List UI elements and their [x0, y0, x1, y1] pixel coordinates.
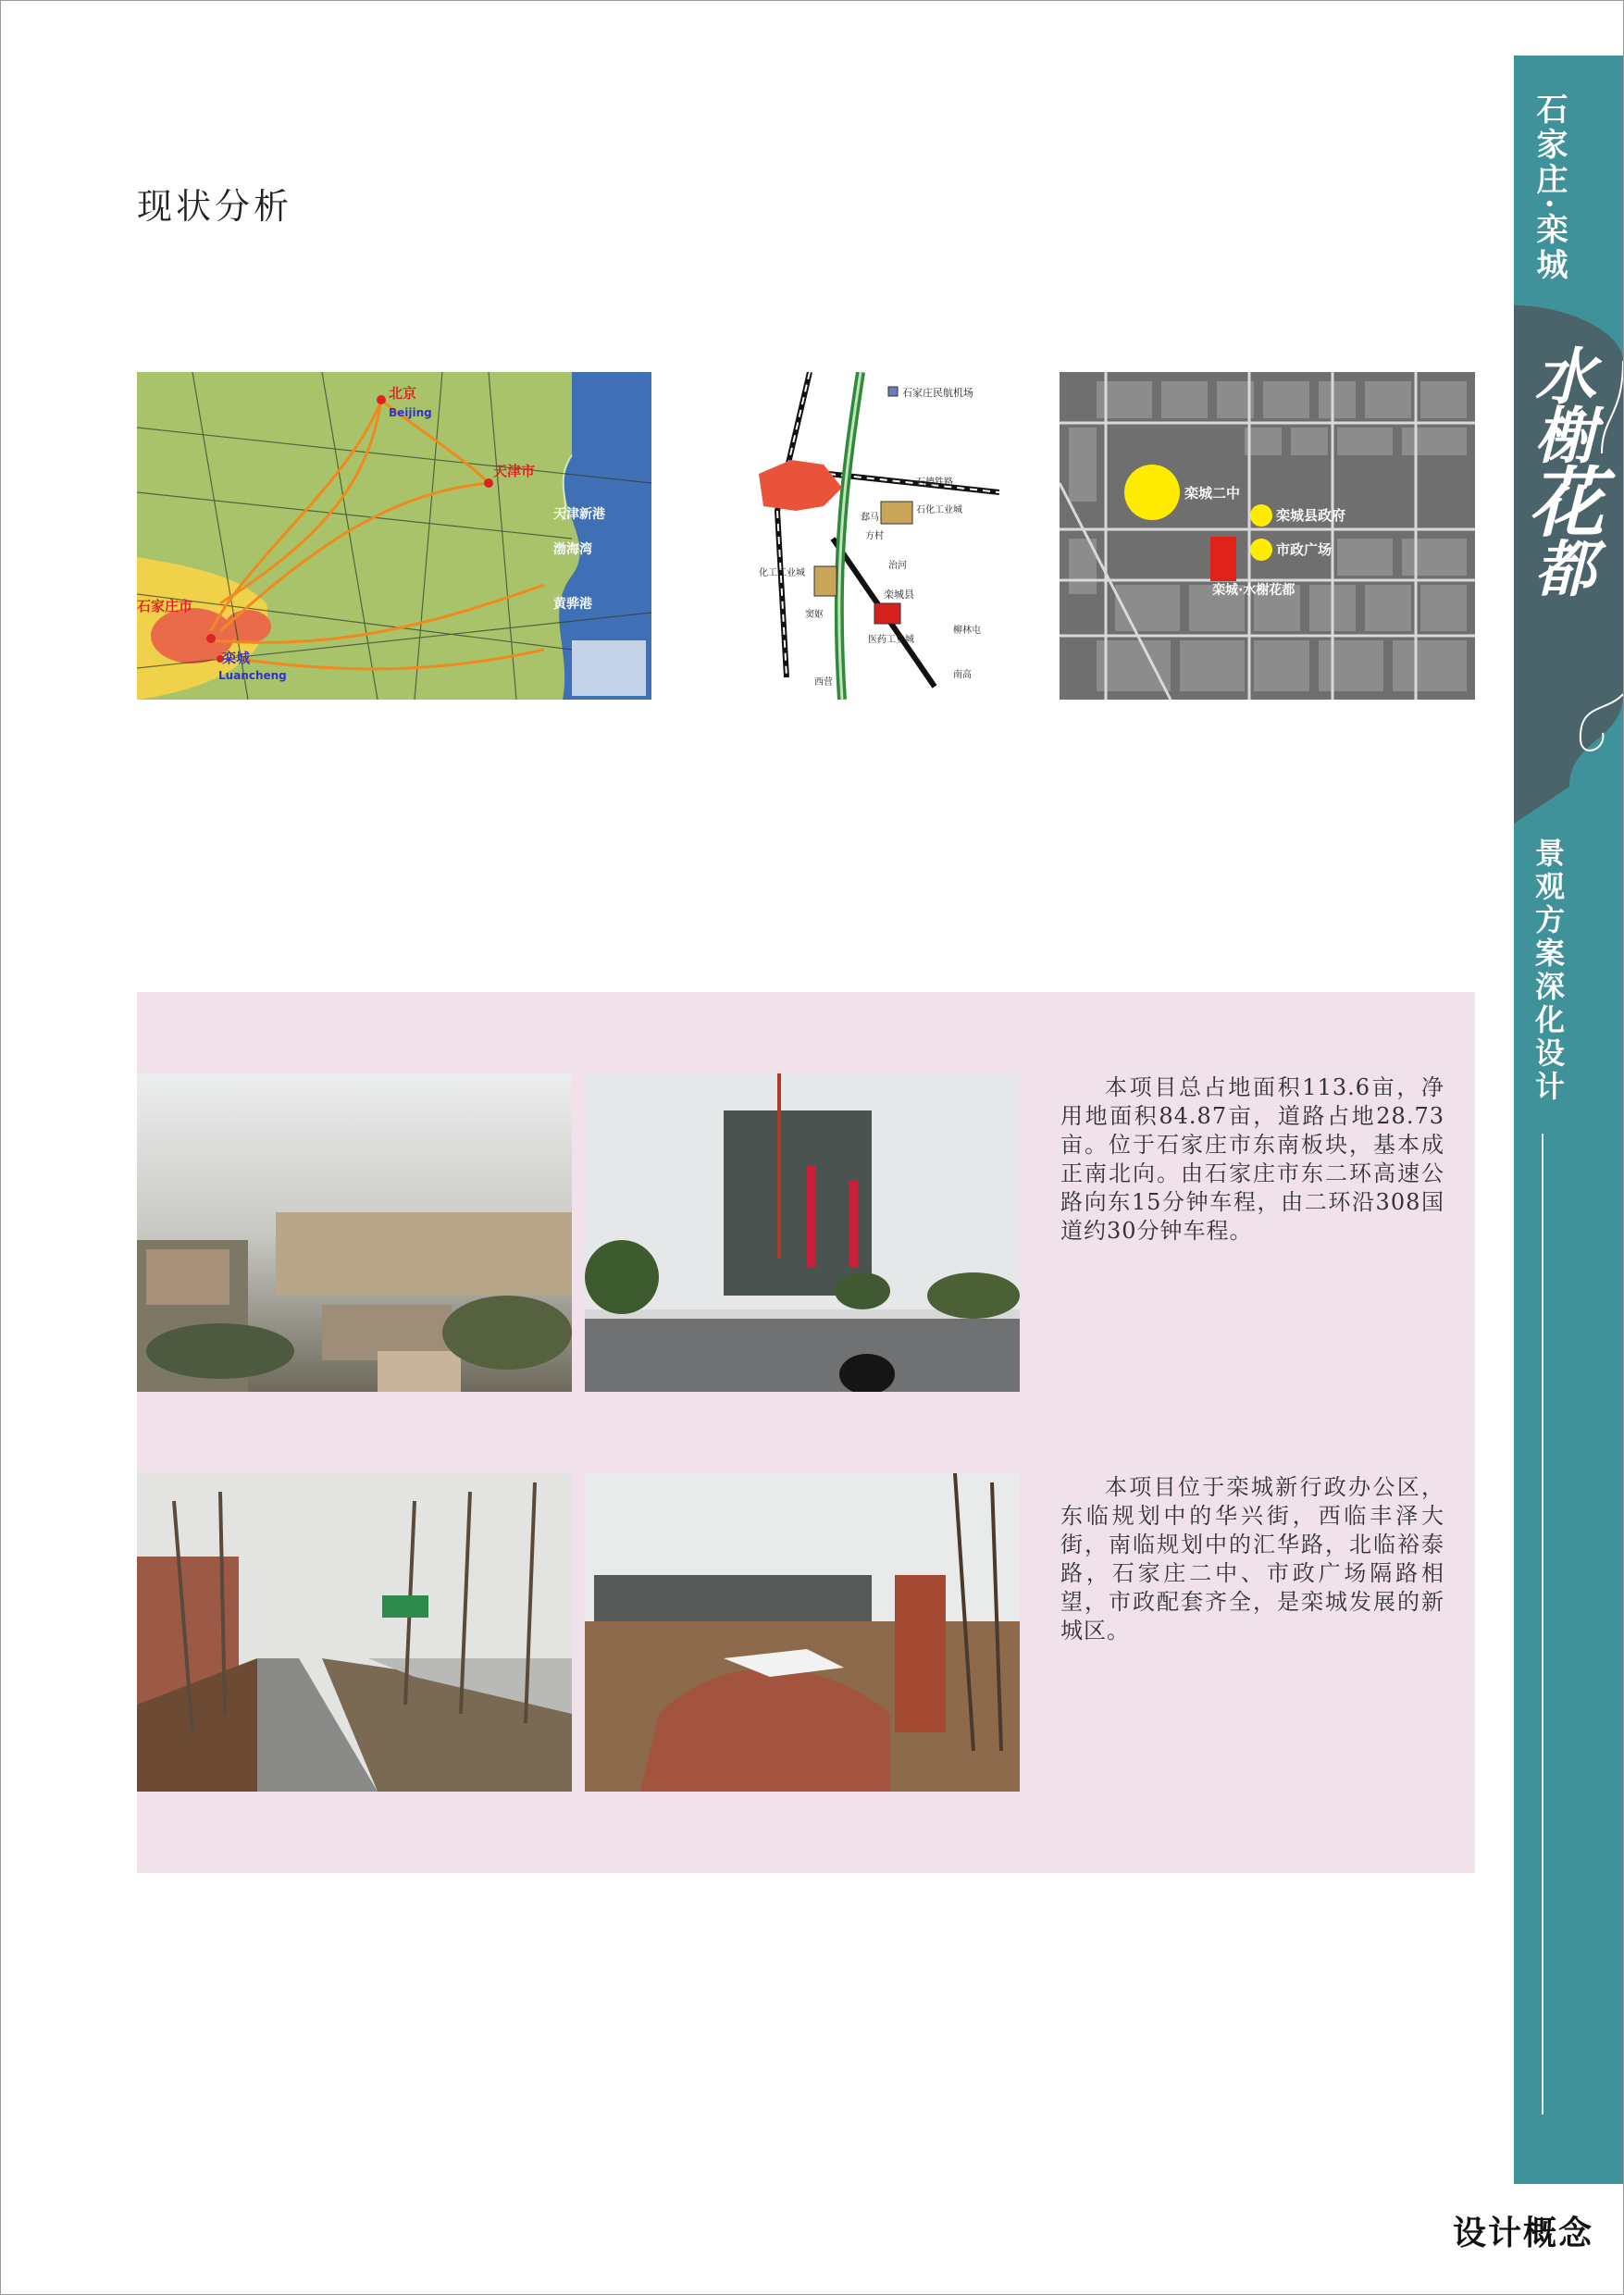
- page-title: 现状分析: [137, 186, 293, 227]
- map-label: 市政广场: [1276, 541, 1333, 558]
- photo-building-street: [585, 1073, 1020, 1392]
- description-location: [1060, 1473, 1444, 1645]
- map-label-shijiazhuang: 石家庄市: [137, 598, 193, 614]
- map-label: 窦妪: [805, 610, 824, 620]
- footer-label: 设计概念: [1453, 2214, 1594, 2252]
- brand-char: 都: [1524, 537, 1596, 596]
- sidebar-divider: [1542, 1134, 1543, 2115]
- map-label: 柳林屯: [953, 626, 981, 636]
- map-label: 石德铁路: [916, 478, 953, 488]
- description-area: [1060, 1073, 1444, 1246]
- site-map: [1060, 372, 1475, 700]
- description-paragraph: 本项目位于栾城新行政办公区，东临规划中的华兴街，西临丰泽大街，南临规划中的汇华路，北临裕泰路，石家庄二中、市政广场隔路相望，市政配套齐全，是栾城发展的新城区。: [1060, 1474, 1444, 1644]
- map-label: 方村: [865, 531, 884, 541]
- photo-aerial-view: [137, 1073, 572, 1392]
- map-label: 栾城县: [884, 589, 914, 601]
- map-label-beijing: 北京: [389, 385, 417, 402]
- brand-char: 花: [1516, 463, 1605, 537]
- map-label: 栾城二中: [1184, 485, 1241, 502]
- map-label-huanghua: 黄骅港: [553, 597, 592, 612]
- map-label: 化工工业城: [759, 568, 805, 578]
- map-label: 栾城·水榭花都: [1212, 583, 1295, 598]
- map-label-luancheng-en: Luancheng: [218, 669, 287, 682]
- sidebar-subtitle: 景观方案深化设计: [1531, 837, 1566, 1104]
- map-label: 郄马: [861, 513, 879, 523]
- photo-sidewalk: [137, 1473, 572, 1792]
- brand-char: 水: [1524, 344, 1596, 403]
- map-label-tianjin: 天津市: [493, 463, 536, 479]
- brand-char: 榭: [1524, 403, 1596, 463]
- location-map: [722, 372, 999, 700]
- map-label: 南高: [953, 670, 972, 680]
- map-label-bohai: 渤海湾: [553, 542, 592, 557]
- sidebar-brand: [1518, 344, 1603, 596]
- sidebar-city: 石家庄·栾城: [1531, 93, 1568, 283]
- description-paragraph: 本项目总占地面积113.6亩，净用地面积84.87亩，道路占地28.73亩。位于石家庄市东南板块，基本成正南北向。由石家庄市东二环高速公路向东15分钟车程，由二环沿308国道约30分钟车程。: [1060, 1074, 1444, 1244]
- map-label: 石家庄民航机场: [902, 387, 973, 399]
- map-label: 医药工业城: [868, 635, 914, 645]
- map-label-xingang: 天津新港: [553, 507, 605, 522]
- map-label: 治河: [888, 561, 907, 571]
- map-label: 栾城县政府: [1276, 507, 1346, 524]
- photo-construction-site: [585, 1473, 1020, 1792]
- regional-map: [137, 372, 651, 700]
- map-label: 石化工业城: [916, 505, 962, 515]
- map-label-luancheng: 栾城: [222, 650, 251, 666]
- map-label-beijing-en: Beijing: [389, 406, 432, 419]
- map-label: 西营: [814, 677, 833, 688]
